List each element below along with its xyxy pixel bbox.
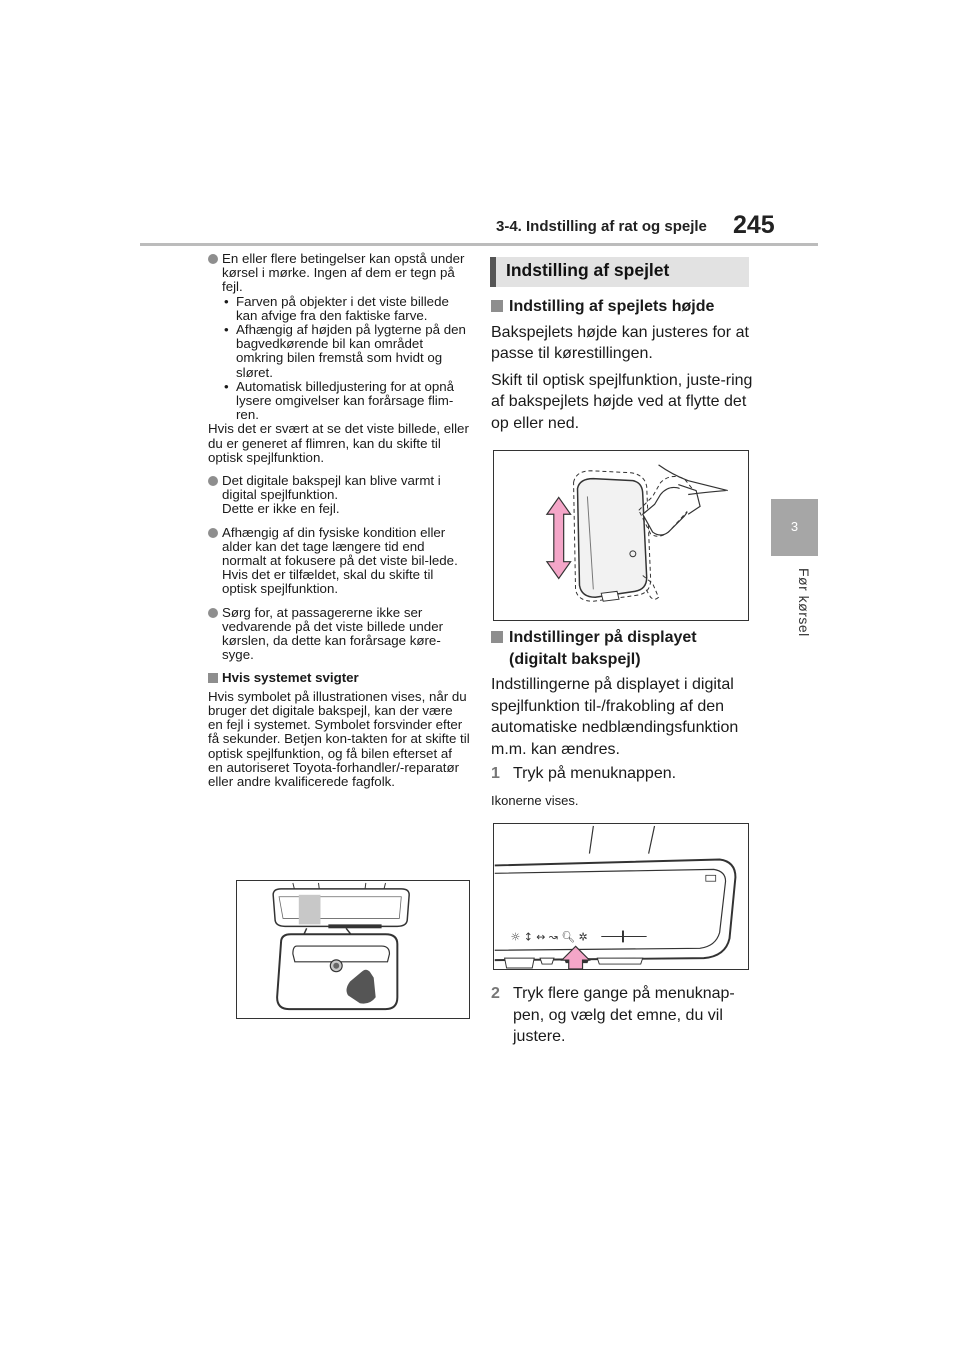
sub-heading: Hvis systemet svigter: [208, 671, 470, 685]
bullet-text: En eller flere betingelser kan opstå under kørsel i mørke. Ingen af dem er tegn på fejl.: [222, 251, 465, 295]
bullet-item: [208, 474, 470, 517]
up-down-arrow-icon: [547, 497, 571, 578]
step-item: [491, 983, 755, 1048]
section-heading: Indstilling af spejlet: [490, 257, 749, 287]
warning-symbol-highlight: [299, 895, 321, 925]
sub-heading: Indstilling af spejlets højde: [491, 296, 755, 318]
square-marker-icon: [491, 300, 503, 312]
bullet-text: Det digitale bakspejl kan blive varmt i digital spejlfunktion.: [222, 473, 441, 503]
page-number: 245: [733, 211, 775, 239]
sub-item-text: Automatisk billedjustering for at opnå lysere omgivelser kan forårsage flim-ren.: [236, 378, 455, 423]
step-item: [491, 763, 755, 785]
bullet-dot-icon: [208, 608, 218, 618]
header-rule: [140, 243, 818, 246]
bullet-item: [208, 606, 470, 663]
mirror-menu-figure: [493, 823, 749, 970]
paragraph: Skift til optisk spejlfunktion, juste-ring af bakspejlets højde ved at flytte det op eller ned.: [491, 371, 753, 432]
mirror-warning-illustration: [237, 881, 469, 1018]
step-number: 2: [491, 985, 500, 1002]
chapter-label: Før kørsel: [796, 568, 812, 637]
right-column-step2: [491, 983, 755, 1048]
bullet-text: Dette er ikke en fejl.: [222, 501, 340, 517]
bullet-dot-icon: [208, 254, 218, 264]
square-marker-icon: [491, 631, 503, 643]
sub-item: • Automatisk billedjustering for at opnå lysere omgivelser kan forårsage flim-ren.: [224, 378, 455, 423]
bullet-text: Afhængig af din fysiske kondition eller alder kan det tage længere tid end normalt at fokusere på det viste bil-lede. Hvis det er tilfældet, skal du skifte til optisk spejlfunktion.: [222, 524, 458, 597]
menu-icons: ☼ ↕ ↔ ↝ 🔍︎ ✲: [510, 930, 588, 944]
paragraph: Hvis det er svært at se det viste billede, eller du er generet af flimren, kan du skifte til optisk spejlfunktion.: [208, 421, 469, 465]
mirror-height-figure: [493, 450, 749, 621]
bullet-item: [208, 526, 470, 597]
sub-item: • Farven på objekter i det viste billede kan afvige fra den faktiske farve.: [224, 293, 449, 323]
sub-item-text: Afhængig af højden på lygterne på den bagvedkørende bil kan området omkring bilen fremstå som hvidt og sløret.: [236, 322, 466, 380]
mirror-menu-illustration: [494, 824, 748, 969]
chapter-number: 3: [790, 519, 799, 534]
chapter-tab: [771, 499, 818, 556]
mirror-height-illustration: [494, 451, 748, 620]
bullet-dot-icon: [208, 476, 218, 486]
step-text: Tryk på menuknappen.: [513, 764, 677, 782]
mirror-warning-figure: [236, 880, 470, 1019]
bullet-dot-icon: [208, 528, 218, 538]
bullet-text: Sørg for, at passagererne ikke ser vedvarende på det viste billede under kørslen, da dette kan forårsage køre-syge.: [222, 604, 444, 663]
sub-item-text: Farven på objekter i det viste billede kan afvige fra den faktiske farve.: [236, 293, 449, 323]
caption: Ikonerne vises.: [491, 793, 579, 809]
paragraph: Indstillingerne på displayet i digital spejlfunktion til-/frakobling af den automatiske nedblændingsfunktion m.m. kan ændres.: [491, 676, 739, 758]
left-column: [208, 252, 470, 798]
step-number: 1: [491, 764, 500, 782]
paragraph: Bakspejlets højde kan justeres for at passe til kørestillingen.: [491, 323, 749, 363]
step-text: Tryk flere gange på menuknap-pen, og vælg det emne, du vil justere.: [513, 985, 735, 1046]
square-marker-icon: [208, 673, 218, 683]
right-column-top: [491, 296, 755, 435]
display-icon: [706, 875, 716, 881]
section-title: 3-4. Indstilling af rat og spejle: [496, 218, 707, 235]
failure-paragraph: Hvis symbolet på illustrationen vises, når du bruger det digitale bakspejl, kan der være en fejl i systemet. Symbolet forsvinder efter få sekunder. Betjen kon-takten for at skifte til optisk spejlfunktion, og få bilen efterset af en autoriseret Toyota-forhandler/-reparatør eller andre kvalificerede fagfolk.: [208, 688, 470, 789]
sub-heading: Indstillinger på displayet (digitalt bakspejl): [491, 627, 755, 670]
bullet-item: [208, 252, 470, 422]
sub-item: • Afhængig af højden på lygterne på den bagvedkørende bil kan området omkring bilen fremstå som hvidt og sløret.: [224, 322, 466, 380]
right-column-bottom: [491, 627, 755, 812]
